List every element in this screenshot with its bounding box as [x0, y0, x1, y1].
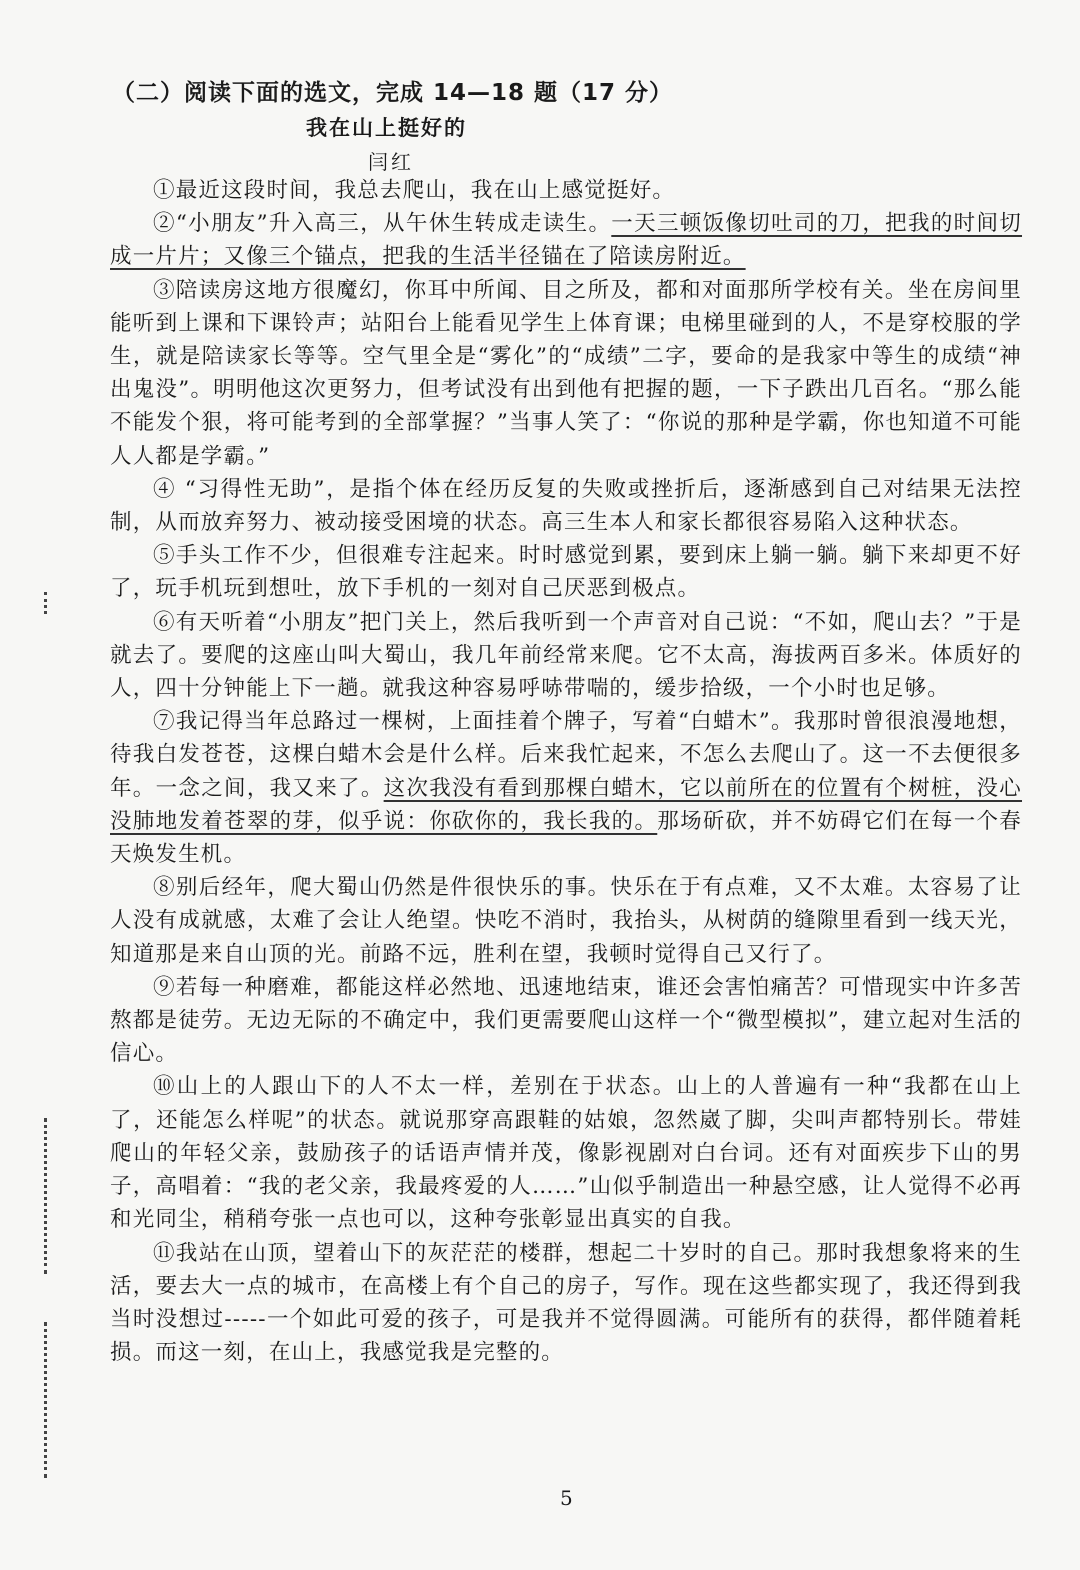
margin-dots-middle — [44, 1118, 47, 1274]
paragraph-5: ⑤手头工作不少，但很难专注起来。时时感觉到累，要到床上躺一躺。躺下来却更不好了，玩手机玩到想吐，放下手机的一刻对自己厌恶到极点。 — [110, 543, 1022, 602]
paragraph-4: ④ “习得性无助”，是指个体在经历反复的失败或挫折后，逐渐感到自己对结果无法控制，从而放弃努力、被动接受困境的状态。高三生本人和家长都很容易陷入这种状态。 — [110, 476, 1022, 536]
paragraph-7 — [110, 705, 1022, 871]
underlined-sentence-2: 这次我没有看到那棵白蜡木，它以前所在的位置有个树桩，没心没肺地发着苍翠的芽，似乎说：你砍你的，我长我的。 — [110, 775, 1023, 834]
paragraph-2 — [110, 207, 1022, 273]
margin-dots-top — [44, 592, 47, 614]
underlined-sentence-1: 一天三顿饭像切吐司的刀，把我的时间切成一片片；又像三个锚点，把我的生活半径锚在了陪读房附近。 — [110, 211, 1023, 270]
paragraph-7-text: ⑦我记得当年总路过一棵树，上面挂着个牌子，写着“白蜡木”。我那时曾很浪漫地想，待我白发苍苍，这棵白蜡木会是什么样。后来我忙起来，不怎么去爬山了。这一不去便很多年。一念之间，我又来了。 — [110, 709, 1022, 801]
paragraph-1: ①最近这段时间，我总去爬山，我在山上感觉挺好。 — [153, 178, 676, 203]
paragraph-6: ⑥有天听着“小朋友”把门关上，然后我听到一个声音对自己说：“不如，爬山去？”于是就去了。要爬的这座山叫大蜀山，我几年前经常来爬。它不太高，海拔两百多米。体质好的人，四十分钟能上下一趟。就我这种容易呼哧带喘的，缓步拾级，一个小时也足够。 — [110, 609, 1022, 702]
article-body — [110, 174, 1022, 1369]
paragraph-11: ⑪我站在山顶，望着山下的灰茫茫的楼群，想起二十岁时的自己。那时我想象将来的生活，要去大一点的城市，在高楼上有个自己的房子，写作。现在这些都实现了，我还得到我当时没想过-----一个如此可爱的孩子，可是我并不觉得圆满。可能所有的获得，都伴随着耗损。而这一刻，在山上，我感觉我是完整的。 — [110, 1240, 1022, 1366]
page-number: 5 — [560, 1486, 573, 1510]
paragraph-3: ③陪读房这地方很魔幻，你耳中所闻、目之所及，都和对面那所学校有关。坐在房间里能听到上课和下课铃声；站阳台上能看见学生上体育课；电梯里碰到的人，不是穿校服的学生，就是陪读家长等等。空气里全是“雾化”的“成绩”二字，要命的是我家中等生的成绩“神出鬼没”。明明他这次更努力，但考试没有出到他有把握的题，一下子跌出几百名。“那么能不能发个狠，将可能考到的全部掌握？”当事人笑了：“你说的那种是学霸，你也知道不可能人人都是学霸。” — [110, 277, 1022, 469]
paragraph-10: ⑩山上的人跟山下的人不太一样，差别在于状态。山上的人普遍有一种“我都在山上了，还能怎么样呢”的状态。就说那穿高跟鞋的姑娘，忽然崴了脚，尖叫声都特别长。带娃爬山的年轻父亲，鼓励孩子的话语声情并茂，像影视剧对白台词。还有对面疾步下山的男子，高唱着：“我的老父亲，我最疼爱的人……”山似乎制造出一种悬空感，让人觉得不必再和光同尘，稍稍夸张一点也可以，这种夸张彰显出真实的自我。 — [110, 1074, 1022, 1233]
paragraph-7-tail: 那场斫砍，并不妨碍它们在每一个春天焕发生机。 — [110, 808, 1022, 868]
paragraph-2-text: ②“小朋友”升入高三，从午休生转成走读生。 — [153, 211, 612, 237]
paragraph-8: ⑧别后经年，爬大蜀山仍然是件很快乐的事。快乐在于有点难，又不太难。太容易了让人没有成就感，太难了会让人绝望。快吃不消时，我抬头，从树荫的缝隙里看到一线天光，知道那是来自山顶的光。前路不远，胜利在望，我顿时觉得自己又行了。 — [110, 875, 1022, 967]
margin-dots-bottom — [44, 1322, 47, 1478]
section-heading: （二）阅读下面的选文，完成 14—18 题（17 分） — [112, 80, 674, 106]
paragraph-9: ⑨若每一种磨难，都能这样必然地、迅速地结束，谁还会害怕痛苦？可惜现实中许多苦熬都是徒劳。无边无际的不确定中，我们更需要爬山这样一个“微型模拟”，建立起对生活的信心。 — [110, 974, 1022, 1067]
article-author: 闫红 — [368, 150, 414, 174]
article-title: 我在山上挺好的 — [306, 115, 467, 140]
